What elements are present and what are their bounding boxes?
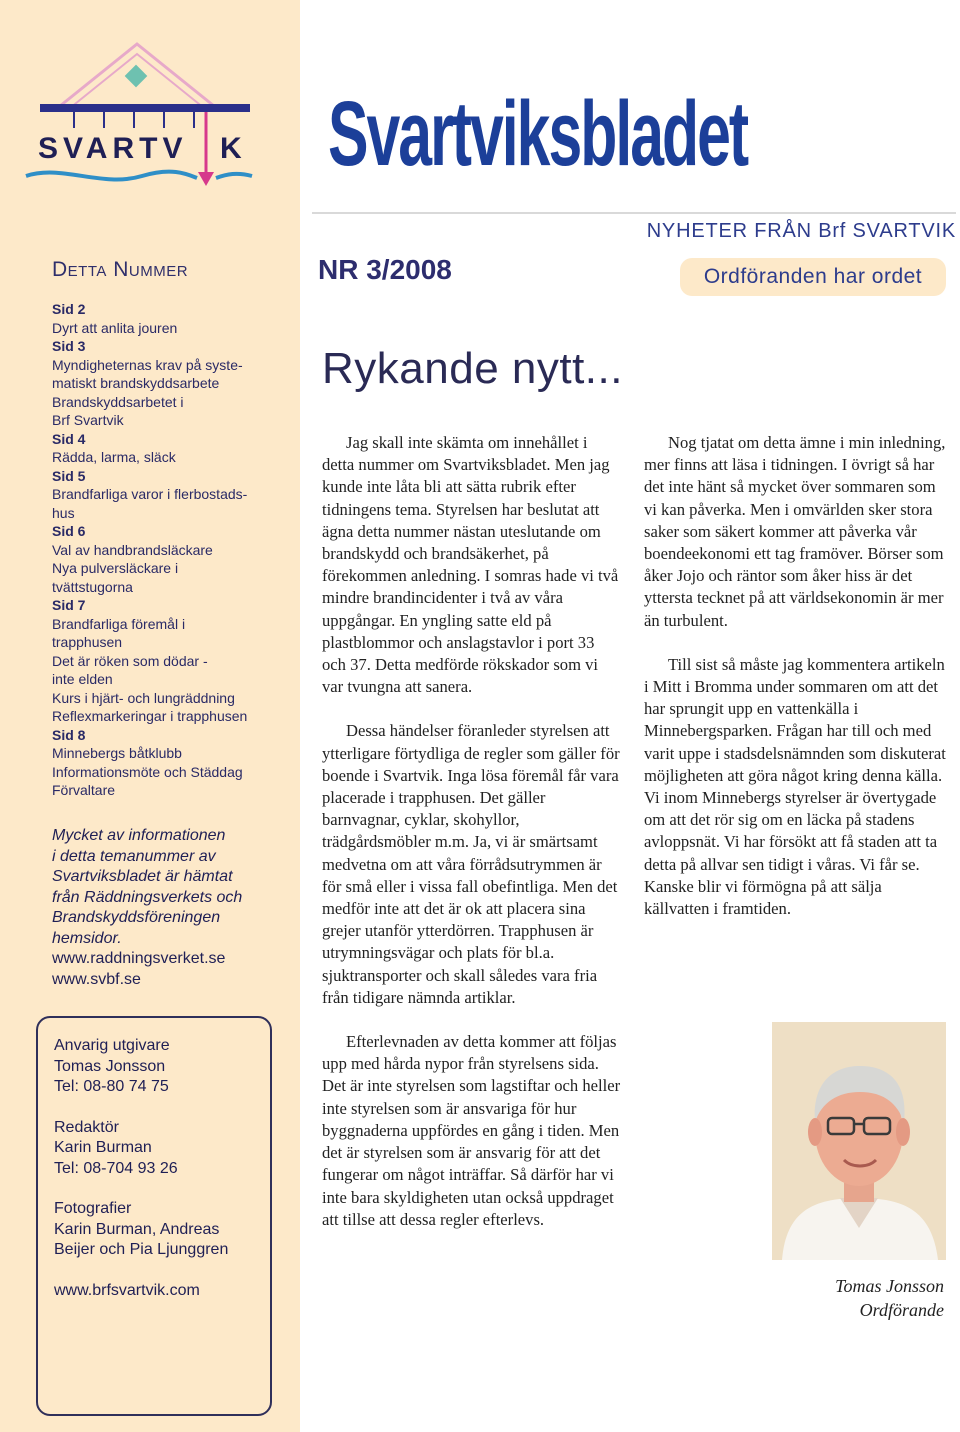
credit-line: www.brfsvartvik.com xyxy=(54,1281,200,1299)
headline: Rykande nytt... xyxy=(322,344,623,393)
logo-text-right: K xyxy=(220,132,242,165)
credit-line: Beijer och Pia Ljunggren xyxy=(54,1241,229,1258)
toc-entry: Rädda, larma, släck xyxy=(52,449,176,465)
photo-caption xyxy=(772,1274,944,1322)
logo-text-left: SVARTV xyxy=(38,132,188,165)
caption-line: Tomas Jonsson xyxy=(835,1276,944,1296)
issue-number: NR 3/2008 xyxy=(318,254,452,285)
kicker: NYHETER FRÅN Brf SVARTVIK xyxy=(646,220,956,242)
toc-page-number: Sid 5 xyxy=(52,467,86,484)
note-url: www.svbf.se xyxy=(52,970,141,988)
note-line: från Räddningsverkets och xyxy=(52,888,243,906)
toc-entry: Brandfarliga varor i flerbostads- xyxy=(52,486,248,502)
credit-line: Redaktör xyxy=(54,1118,119,1136)
toc-page-number: Sid 6 xyxy=(52,523,86,539)
toc-page-number: Sid 4 xyxy=(52,430,86,447)
article-paragraph: Jag skall inte skämta om innehållet i detta nummer om Svartviksbladet. Men jag kunde inte låta bli att sätta rubrik efter tidningens tema. Styrelsen har beslutat att ägna detta nummer nästan uteslutande om brandskydd och brandsäkerhet, på förekommen anledning. I somras hade vi två mindre brandincidenter i två av våra uppgångar. En yngling satte eld på plastblommor och anslagstavlor i port 33 och 37. Detta medförde rökskador som vi var tvungna att sanera. xyxy=(322,433,619,697)
toc-page-number: Sid 3 xyxy=(52,338,86,354)
toc-entry: Brf Svartvik xyxy=(52,412,124,428)
credit-line: Karin Burman, Andreas xyxy=(54,1220,220,1238)
article-paragraph: Nog tjatat om detta ämne i min inledning, mer finns att läsa i tidningen. I övrigt så har det inte hänt så mycket över sommaren som vi kan påverka. Men i omvärlden sker stora saker som säkert kommer att påverka vår boendeekonomi ett tag framöver. Börser som åker Jojo och räntor som åker hiss är det yttersta tecknet på att världsekonomin är mer än turbulent. xyxy=(644,433,946,630)
credit-line: Anvarig utgivare xyxy=(54,1037,170,1054)
toc-page-number: Sid 2 xyxy=(52,301,86,317)
article-paragraph: Efterlevnaden av detta kommer att följas upp med hårda nypor från styrelsens sida. Det är inte styrelsen som lagstiftar och heller inte styrelsen som är ansvariga för hur byggnaderna uppfördes en gång i tiden. Men det är styrelsen som är ansvarig för att det fungerar om något inträffar. Så därför har vi inte bara skyldigheten utan också uppdraget att tillse att dessa regler efterlevs. xyxy=(322,1032,621,1229)
toc-entry: Reflexmarkeringar i trapphusen xyxy=(52,708,248,724)
table-of-contents xyxy=(52,300,292,800)
toc-entry: inte elden xyxy=(52,671,113,687)
credit-line: Tel: 08-704 93 26 xyxy=(54,1159,178,1177)
credit-line: Karin Burman xyxy=(54,1139,152,1156)
toc-entry: Brandfarliga föremål i xyxy=(52,615,186,632)
credit-block xyxy=(54,1036,270,1098)
caption-line: Ordförande xyxy=(859,1300,944,1320)
note-line: Mycket av informationen xyxy=(52,827,226,844)
credit-block xyxy=(54,1281,270,1302)
toc-title: Detta Nummer xyxy=(52,258,189,281)
toc-entry: Myndigheternas krav på syste- xyxy=(52,356,243,373)
note-url: www.raddningsverket.se xyxy=(52,950,226,967)
credit-block xyxy=(54,1199,270,1261)
note-line: i detta temanummer av xyxy=(52,847,216,865)
note-line: Svartviksbladet är hämtat xyxy=(52,868,233,885)
credit-line: Tomas Jonsson xyxy=(54,1057,166,1075)
article-column-2 xyxy=(644,432,946,942)
masthead-rule xyxy=(312,212,956,214)
article-paragraph: Till sist så måste jag kommentera artikeln i Mitt i Bromma under sommaren om att det har sprungit upp en vattenkälla i Minnebergsparken. Frågan har till och med varit uppe i stadsdelsnämnden som diskuterat möjligheten att göra något kring denna källa. Vi inom Minnebergs styrelser är övertygade om att det rör sig om en läcka på stadens avloppsnät. Vi har försökt att få staden att ta detta på allvar sen tidigt i våras. Vi får se. Kanske blir vi förmögna på att sälja källvatten i framtiden. xyxy=(644,654,946,919)
article-paragraph: Dessa händelser föranleder styrelsen att ytterligare förtydliga de regler som gäller för boende i Svartvik. Inga lösa föremål får vara placerade i trapphusen. Det gäller barnvagnar, cyklar, skohyllor, trädgårdsmöbler m.m. Ja, vi är smärtsamt medvetna om att våra förrådsutrymmen är för små eller i vissa fall obefintliga. Men det medför inte att det är ok att placera sina grejer utanför ytterdörren. Trapphusen är utrymningsvägar och plats för bl.a. sjuktransporter och skall således vara fria från tidigare nämnda artiklar. xyxy=(322,721,620,1007)
toc-entry: Kurs i hjärt- och lungräddning xyxy=(52,689,235,706)
note-line: hemsidor. xyxy=(52,929,122,947)
toc-entry: hus xyxy=(52,504,75,521)
toc-entry: matiskt brandskyddsarbete xyxy=(52,375,220,391)
toc-entry: Förvaltare xyxy=(52,782,116,798)
toc-page-number: Sid 7 xyxy=(52,597,86,613)
toc-entry: tvättstugorna xyxy=(52,578,133,595)
toc-entry: Informationsmöte och Städdag xyxy=(52,763,243,780)
credit-block xyxy=(54,1118,270,1180)
credit-line: Tel: 08-80 74 75 xyxy=(54,1078,169,1095)
toc-entry: Minnebergs båtklubb xyxy=(52,745,182,761)
toc-entry: Val av handbrandsläckare xyxy=(52,541,213,558)
section-label: Ordföranden har ordet xyxy=(680,258,946,296)
portrait-photo xyxy=(772,1022,946,1260)
credit-line: Fotografier xyxy=(54,1200,132,1217)
masthead: Svartviksbladet xyxy=(328,83,748,185)
svartvik-logo xyxy=(22,36,262,196)
note-line: Brandskyddsföreningen xyxy=(52,909,221,926)
toc-entry: Dyrt att anlita jouren xyxy=(52,319,178,336)
toc-entry: Det är röken som dödar - xyxy=(52,652,208,669)
credits-box xyxy=(36,1016,272,1416)
article-column-1 xyxy=(322,432,622,1253)
sidebar xyxy=(0,0,300,1432)
toc-page-number: Sid 8 xyxy=(52,726,86,743)
toc-entry: Nya pulversläckare i xyxy=(52,560,179,576)
toc-entry: trapphusen xyxy=(52,634,123,650)
toc-entry: Brandskyddsarbetet i xyxy=(52,393,184,410)
info-note xyxy=(52,826,292,990)
